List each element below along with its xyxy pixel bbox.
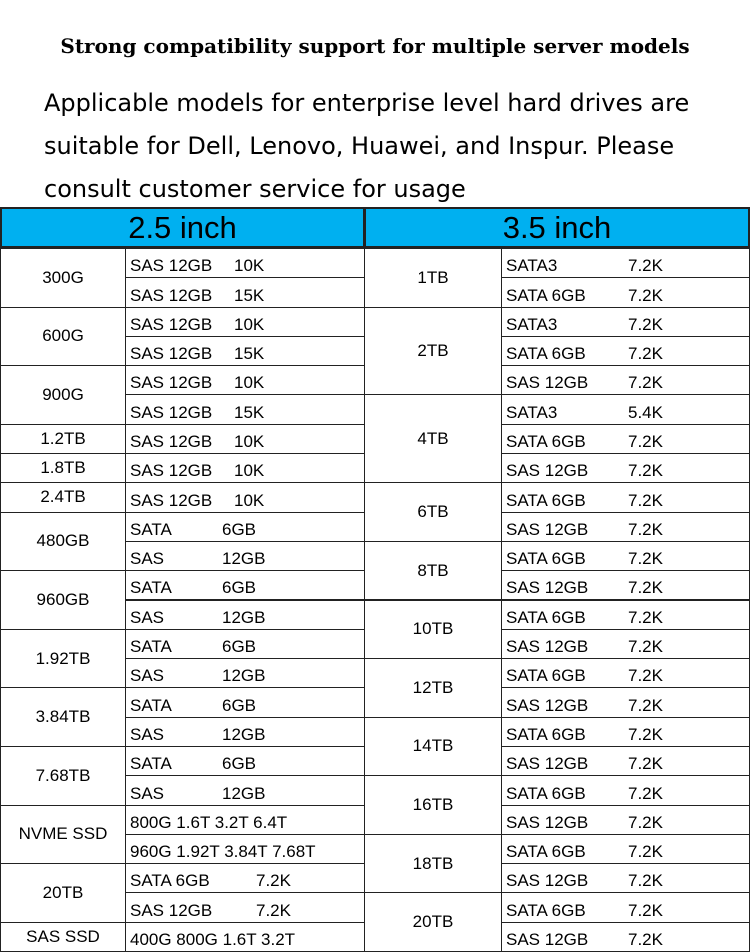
spec-row <box>501 277 750 307</box>
spec-row <box>125 658 365 688</box>
capacity-label-text: NVME SSD <box>18 824 108 844</box>
capacity-label <box>364 658 502 718</box>
capacity-label <box>0 248 126 308</box>
speed-text: 15K <box>234 285 265 305</box>
capacity-label <box>0 863 126 923</box>
speed-text: 10K <box>234 314 265 334</box>
speed-text: 7.2K <box>628 929 663 949</box>
interface-text: SATA 6GB <box>506 842 586 862</box>
capacity-label-text: 480GB <box>36 531 90 551</box>
interface-text: SAS <box>130 783 165 803</box>
spec-row <box>125 629 365 659</box>
interface-text: SATA 6GB <box>506 432 586 452</box>
speed-text: 7.2K <box>628 754 663 774</box>
interface-text: SAS 12GB <box>506 637 589 657</box>
spec-row <box>125 365 365 395</box>
spec-row <box>501 746 750 776</box>
spec-row <box>501 512 750 542</box>
capacity-label-text: 4TB <box>417 428 449 448</box>
speed-text: 10K <box>234 256 265 276</box>
capacity-label <box>364 394 502 483</box>
speed-text: 6GB <box>222 754 257 774</box>
capacity-label <box>0 453 126 483</box>
spec-row <box>501 424 750 454</box>
capacity-label-text: 10TB <box>412 619 454 639</box>
speed-text: 6GB <box>222 578 257 598</box>
spec-row <box>501 600 750 630</box>
speed-text: 10K <box>234 461 265 481</box>
spec-row <box>501 687 750 717</box>
capacity-label <box>0 365 126 425</box>
capacity-label <box>0 629 126 689</box>
capacity-label <box>364 541 502 601</box>
speed-text: 10K <box>234 432 265 452</box>
capacity-label-text: 2TB <box>417 341 449 361</box>
capacity-label <box>364 775 502 835</box>
interface-text: SATA 6GB <box>506 783 586 803</box>
header-3-5-inch: 3.5 inch <box>364 207 750 248</box>
spec-row <box>501 629 750 659</box>
capacity-label-text: 1.2TB <box>40 428 86 448</box>
capacity-label-text: 2.4TB <box>40 487 86 507</box>
spec-row <box>125 453 365 483</box>
speed-text: 15K <box>234 344 265 364</box>
capacity-label-text: 7.68TB <box>35 765 91 785</box>
interface-text: SAS <box>130 666 165 686</box>
speed-text: 12GB <box>222 724 266 744</box>
interface-text: SAS 12GB <box>130 344 213 364</box>
speed-text: 7.2K <box>628 900 663 920</box>
interface-text: SATA3 <box>506 402 558 422</box>
capacity-label <box>0 307 126 367</box>
capacity-label <box>364 482 502 542</box>
speed-text: 6GB <box>222 637 257 657</box>
spec-row <box>501 570 750 600</box>
spec-row <box>125 805 365 835</box>
spec-row <box>125 746 365 776</box>
spec-row <box>125 277 365 307</box>
capacity-label <box>364 717 502 777</box>
interface-text: SATA <box>130 637 172 657</box>
capacity-label-text: 20TB <box>412 912 454 932</box>
interface-text: SATA 6GB <box>506 344 586 364</box>
capacity-label-text: 1TB <box>417 267 449 287</box>
spec-row <box>501 805 750 835</box>
capacity-label <box>0 512 126 572</box>
capacity-label <box>364 892 502 952</box>
interface-text: SATA <box>130 519 172 539</box>
spec-row <box>125 248 365 278</box>
intro-line: suitable for Dell, Lenovo, Huawei, and Inspur. Please <box>44 132 675 160</box>
capacity-label-text: 14TB <box>412 736 454 756</box>
speed-text: 7.2K <box>628 783 663 803</box>
interface-text: SAS 12GB <box>130 256 213 276</box>
spec-row <box>125 482 365 512</box>
capacity-label-text: 900G <box>42 384 84 404</box>
interface-text: SAS <box>130 549 165 569</box>
speed-text: 7.2K <box>628 578 663 598</box>
capacity-label-text: 3.84TB <box>35 707 91 727</box>
capacity-label <box>0 424 126 454</box>
spec-row <box>125 512 365 542</box>
interface-text: SATA 6GB <box>506 607 586 627</box>
interface-text: 960G 1.92T 3.84T 7.68T <box>130 842 316 862</box>
intro-line: Applicable models for enterprise level hard drives are <box>44 89 690 117</box>
spec-row <box>125 775 365 805</box>
interface-text: SATA 6GB <box>506 549 586 569</box>
capacity-label <box>364 834 502 894</box>
interface-text: SAS 12GB <box>130 402 213 422</box>
speed-text: 7.2K <box>628 314 663 334</box>
spec-row <box>501 863 750 893</box>
capacity-label-text: 960GB <box>36 589 90 609</box>
spec-row <box>125 336 365 366</box>
capacity-label <box>0 687 126 747</box>
interface-text: SAS 12GB <box>506 754 589 774</box>
capacity-label-text: SAS SSD <box>26 926 100 946</box>
speed-text: 7.2K <box>628 344 663 364</box>
capacity-label-text: 1.8TB <box>40 458 86 478</box>
interface-text: SATA <box>130 695 172 715</box>
interface-text: SATA3 <box>506 314 558 334</box>
spec-row <box>125 541 365 571</box>
spec-row <box>125 717 365 747</box>
capacity-label-text: 8TB <box>417 560 449 580</box>
spec-row <box>125 687 365 717</box>
interface-text: SAS 12GB <box>130 900 213 920</box>
interface-text: SATA3 <box>506 256 558 276</box>
speed-text: 10K <box>234 490 265 510</box>
speed-text: 7.2K <box>628 519 663 539</box>
speed-text: 7.2K <box>628 490 663 510</box>
interface-text: SATA 6GB <box>506 724 586 744</box>
intro-paragraph <box>44 82 734 211</box>
interface-text: SAS 12GB <box>506 373 589 393</box>
capacity-label-text: 600G <box>42 326 84 346</box>
interface-text: SAS 12GB <box>130 490 213 510</box>
capacity-label-text: 18TB <box>412 853 454 873</box>
spec-row <box>501 482 750 512</box>
speed-text: 7.2K <box>628 842 663 862</box>
speed-text: 10K <box>234 373 265 393</box>
spec-row <box>125 863 365 893</box>
capacity-label <box>0 805 126 865</box>
spec-row <box>125 307 365 337</box>
capacity-label <box>0 922 126 952</box>
speed-text: 7.2K <box>628 461 663 481</box>
interface-text: SATA 6GB <box>506 900 586 920</box>
spec-row <box>501 717 750 747</box>
spec-row <box>501 336 750 366</box>
interface-text: SAS <box>130 724 165 744</box>
speed-text: 7.2K <box>256 900 291 920</box>
speed-text: 7.2K <box>628 285 663 305</box>
capacity-label <box>0 482 126 512</box>
speed-text: 12GB <box>222 549 266 569</box>
spec-row <box>125 922 365 952</box>
speed-text: 7.2K <box>628 812 663 832</box>
spec-row <box>501 834 750 864</box>
speed-text: 12GB <box>222 783 266 803</box>
interface-text: SATA 6GB <box>506 285 586 305</box>
capacity-label-text: 16TB <box>412 795 454 815</box>
speed-text: 7.2K <box>256 871 291 891</box>
capacity-label-text: 6TB <box>417 502 449 522</box>
interface-text: 800G 1.6T 3.2T 6.4T <box>130 812 288 832</box>
speed-text: 7.2K <box>628 373 663 393</box>
spec-row <box>501 775 750 805</box>
speed-text: 7.2K <box>628 724 663 744</box>
spec-row <box>501 922 750 952</box>
interface-text: SAS 12GB <box>506 519 589 539</box>
speed-text: 15K <box>234 402 265 422</box>
capacity-label-text: 300G <box>42 267 84 287</box>
spec-row <box>501 453 750 483</box>
capacity-label <box>364 600 502 660</box>
spec-row <box>501 658 750 688</box>
capacity-label <box>364 307 502 396</box>
speed-text: 7.2K <box>628 666 663 686</box>
spec-row <box>501 365 750 395</box>
interface-text: SAS 12GB <box>130 461 213 481</box>
interface-text: SAS 12GB <box>130 285 213 305</box>
intro-line: consult customer service for usage <box>44 175 466 203</box>
interface-text: SAS 12GB <box>130 432 213 452</box>
interface-text: SAS <box>130 607 165 627</box>
spec-row <box>125 834 365 864</box>
spec-row <box>125 892 365 922</box>
speed-text: 7.2K <box>628 607 663 627</box>
spec-row <box>501 394 750 424</box>
speed-text: 7.2K <box>628 871 663 891</box>
interface-text: SAS 12GB <box>506 929 589 949</box>
interface-text: SAS 12GB <box>506 695 589 715</box>
speed-text: 6GB <box>222 519 257 539</box>
speed-text: 6GB <box>222 695 257 715</box>
compatibility-table <box>0 207 750 951</box>
spec-row <box>125 600 365 630</box>
interface-text: SAS 12GB <box>506 461 589 481</box>
interface-text: SAS 12GB <box>506 812 589 832</box>
speed-text: 12GB <box>222 607 266 627</box>
speed-text: 7.2K <box>628 256 663 276</box>
capacity-label-text: 12TB <box>412 677 454 697</box>
interface-text: SATA <box>130 754 172 774</box>
spec-row <box>125 394 365 424</box>
capacity-label-text: 20TB <box>42 882 84 902</box>
interface-text: SATA <box>130 578 172 598</box>
speed-text: 7.2K <box>628 549 663 569</box>
spec-row <box>501 541 750 571</box>
speed-text: 7.2K <box>628 695 663 715</box>
header-2-5-inch: 2.5 inch <box>0 207 365 248</box>
speed-text: 12GB <box>222 666 266 686</box>
spec-row <box>125 570 365 600</box>
page-title: Strong compatibility support for multiple server models <box>60 34 690 58</box>
interface-text: SAS 12GB <box>130 314 213 334</box>
capacity-label <box>0 570 126 630</box>
interface-text: SATA 6GB <box>506 666 586 686</box>
capacity-label <box>0 746 126 806</box>
speed-text: 7.2K <box>628 637 663 657</box>
capacity-label-text: 1.92TB <box>35 648 91 668</box>
interface-text: SAS 12GB <box>506 871 589 891</box>
capacity-label <box>364 248 502 308</box>
interface-text: SAS 12GB <box>506 578 589 598</box>
interface-text: SATA 6GB <box>130 871 210 891</box>
speed-text: 7.2K <box>628 432 663 452</box>
interface-text: SAS 12GB <box>130 373 213 393</box>
interface-text: 400G 800G 1.6T 3.2T <box>130 929 296 949</box>
spec-row <box>501 892 750 922</box>
spec-row <box>125 424 365 454</box>
interface-text: SATA 6GB <box>506 490 586 510</box>
spec-row <box>501 248 750 278</box>
spec-row <box>501 307 750 337</box>
speed-text: 5.4K <box>628 402 663 422</box>
